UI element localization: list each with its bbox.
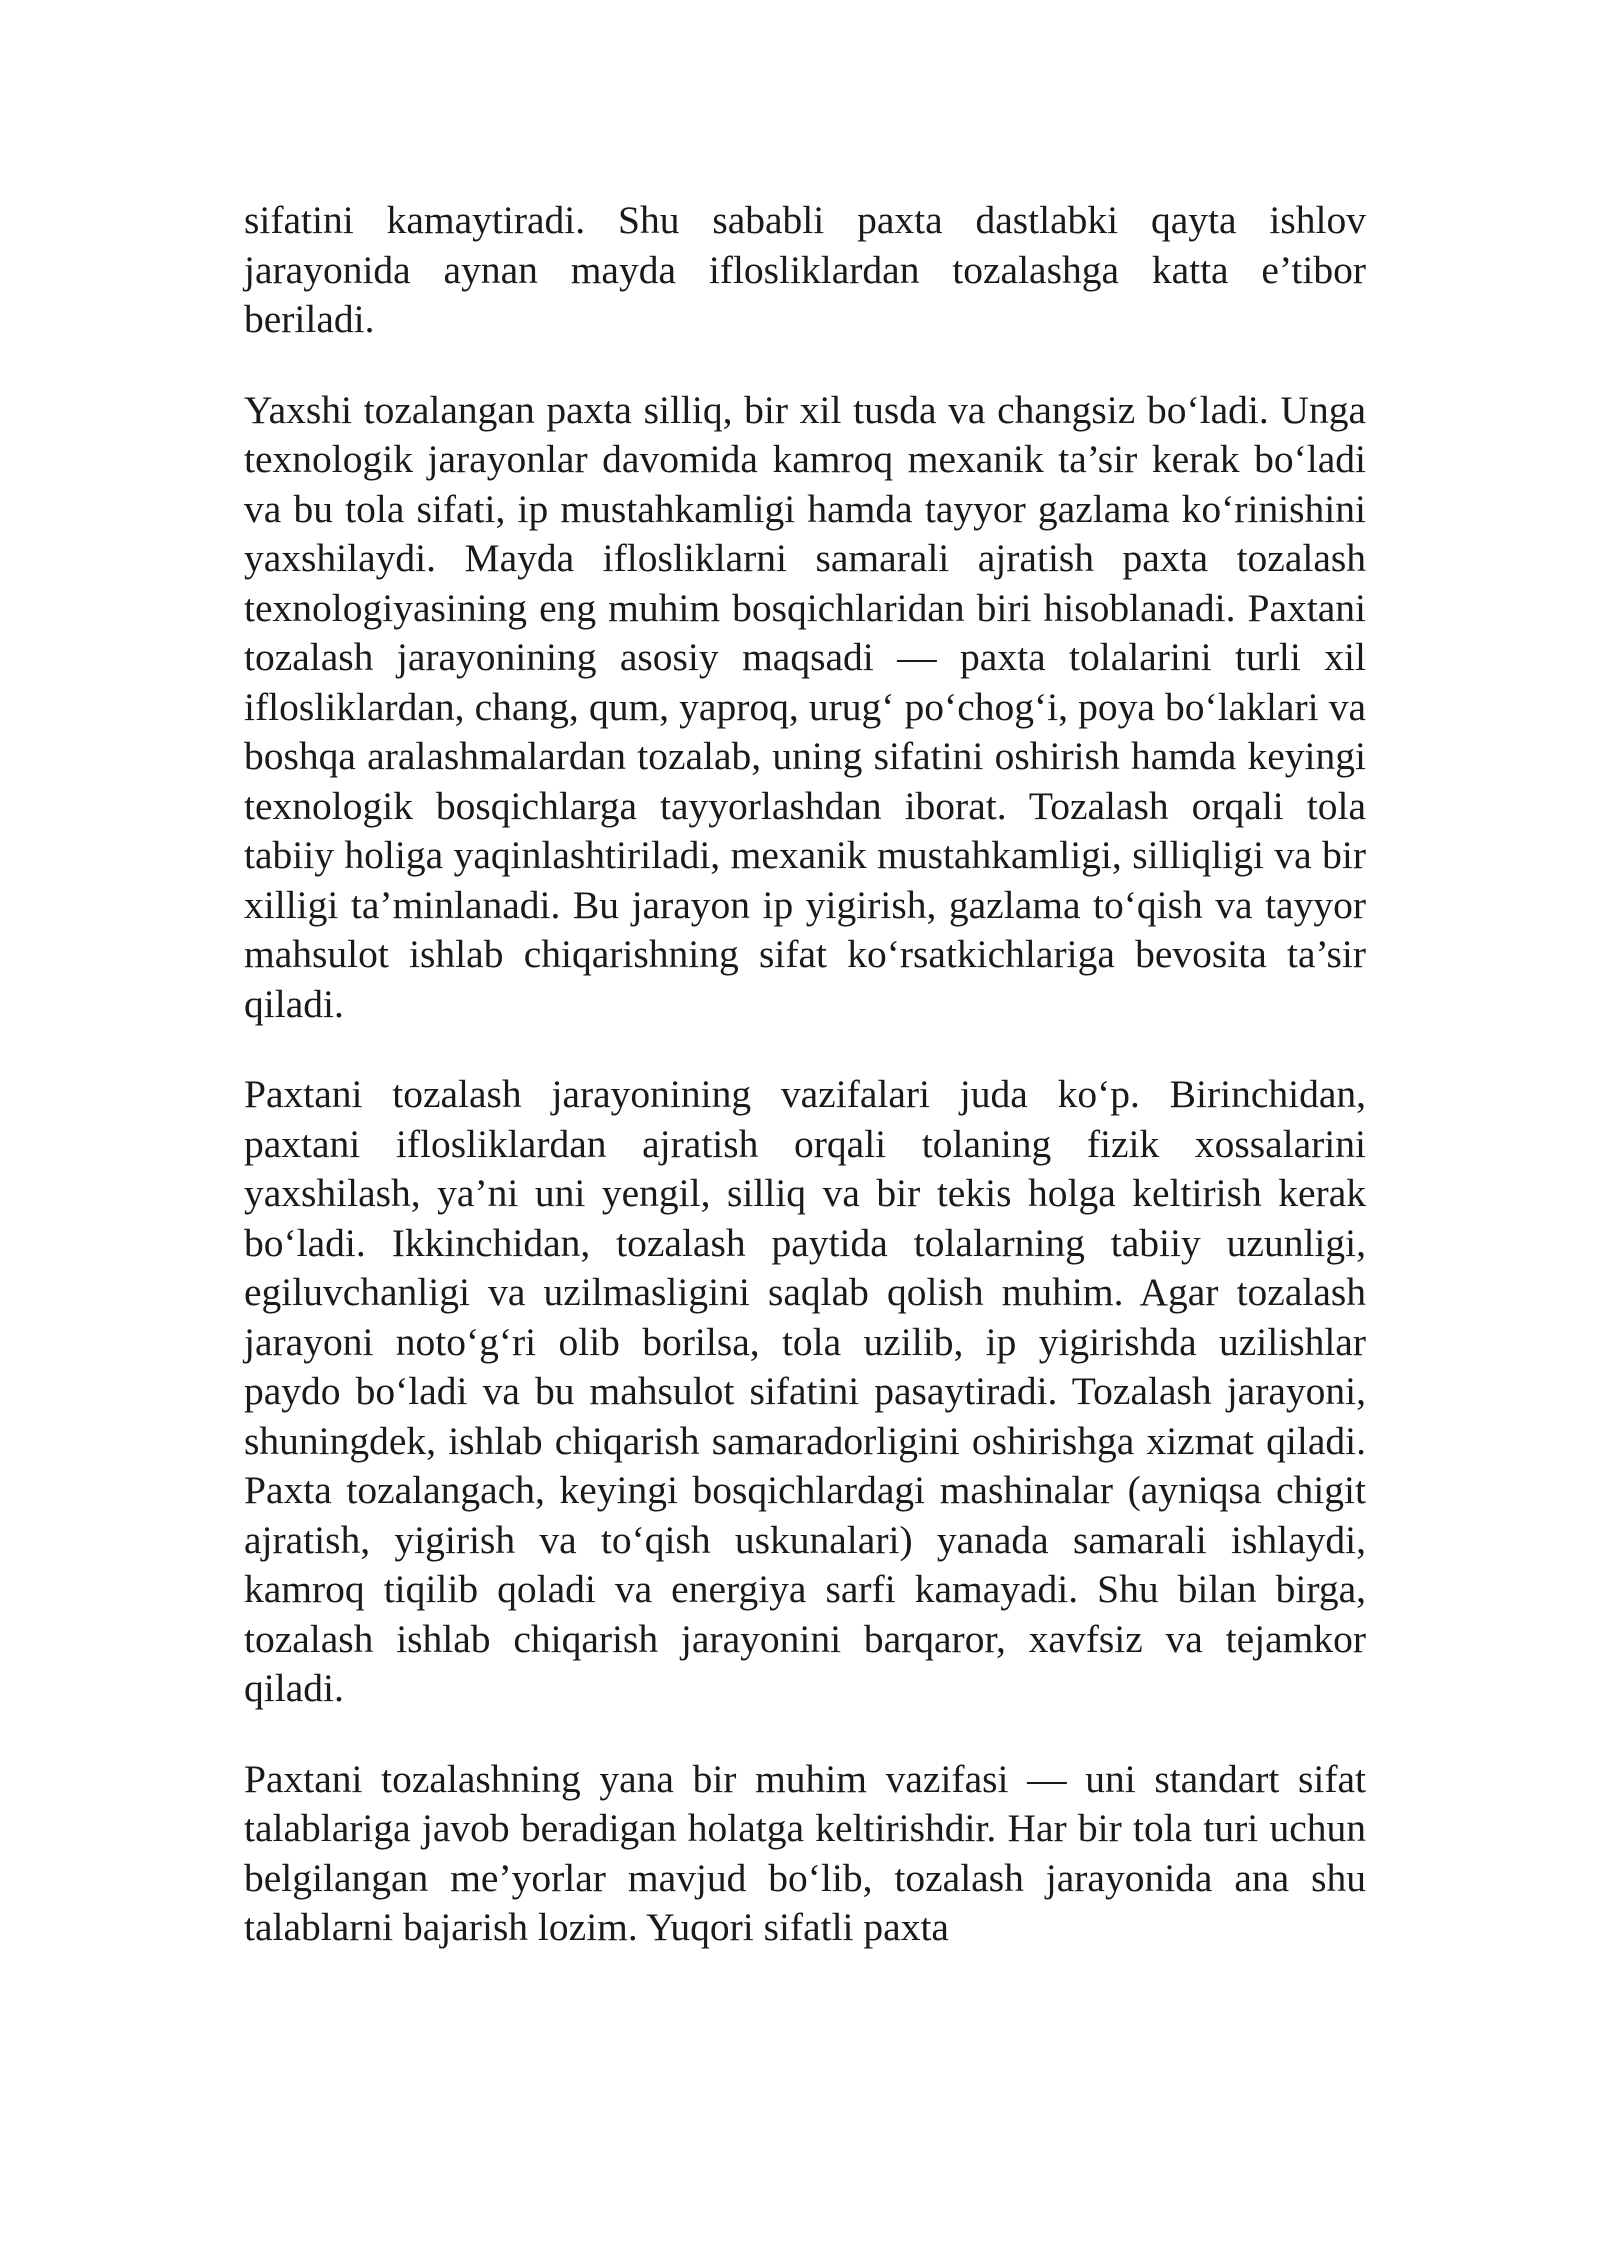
paragraph: Yaxshi tozalangan paxta silliq, bir xil tusda va changsiz bo‘ladi. Unga texnologik jarayonlar davomida kamroq mexanik ta’sir kerak bo‘ladi va bu tola sifati, ip mustahkamligi hamda tayyor gazlama ko‘rinishini yaxshilaydi. Mayda iflosliklarni samarali ajratish paxta tozalash texnologiyasining eng muhim bosqichlaridan biri hisoblanadi. Paxtani tozalash jarayonining asosiy maqsadi — paxta tolalarini turli xil iflosliklardan, chang, qum, yaproq, urug‘ po‘chog‘i, poya bo‘laklari va boshqa aralashmalardan tozalab, uning sifatini oshirish hamda keyingi texnologik bosqichlarga tayyorlashdan iborat. Tozalash orqali tola tabiiy holiga yaqinlashtiriladi, mexanik mustahkamligi, silliqligi va bir xilligi ta’minlanadi. Bu jarayon ip yigirish, gazlama to‘qish va tayyor mahsulot ishlab chiqarishning sifat ko‘rsatkichlariga bevosita ta’sir qiladi. bbox=[244, 387, 1366, 1026]
paragraph: sifatini kamaytiradi. Shu sababli paxta dastlabki qayta ishlov jarayonida aynan mayda iflosliklardan tozalashga katta e’tibor beriladi. bbox=[244, 198, 1366, 341]
paragraph: Paxtani tozalash jarayonining vazifalari juda ko‘p. Birinchidan, paxtani iflosliklardan ajratish orqali tolaning fizik xossalarini yaxshilash, ya’ni uni yengil, silliq va bir tekis holga keltirish kerak bo‘ladi. Ikkinchidan, tozalash paytida tolalarning tabiiy uzunligi, egiluvchanligi va uzilmasligini saqlab qolish muhim. Agar tozalash jarayoni noto‘g‘ri olib borilsa, tola uzilib, ip yigirishda uzilishlar paydo bo‘ladi va bu mahsulot sifatini pasaytiradi. Tozalash jarayoni, shuningdek, ishlab chiqarish samaradorligini oshirishga xizmat qiladi. Paxta tozalangach, keyingi bosqichlardagi mashinalar (ayniqsa chigit ajratish, yigirish va to‘qish uskunalari) yanada samarali ishlaydi, kamroq tiqilib qoladi va energiya sarfi kamayadi. Shu bilan birga, tozalash ishlab chiqarish jarayonini barqaror, xavfsiz va tejamkor qiladi. bbox=[244, 1072, 1366, 1710]
document-page bbox=[244, 196, 1366, 1994]
paragraph: Paxtani tozalashning yana bir muhim vazifasi — uni standart sifat talablariga javob beradigan holatga keltirishdir. Har bir tola turi uchun belgilangan me’yorlar mavjud bo‘lib, tozalash jarayonida ana shu talablarni bajarish lozim. Yuqori sifatli paxta bbox=[244, 1756, 1366, 1949]
